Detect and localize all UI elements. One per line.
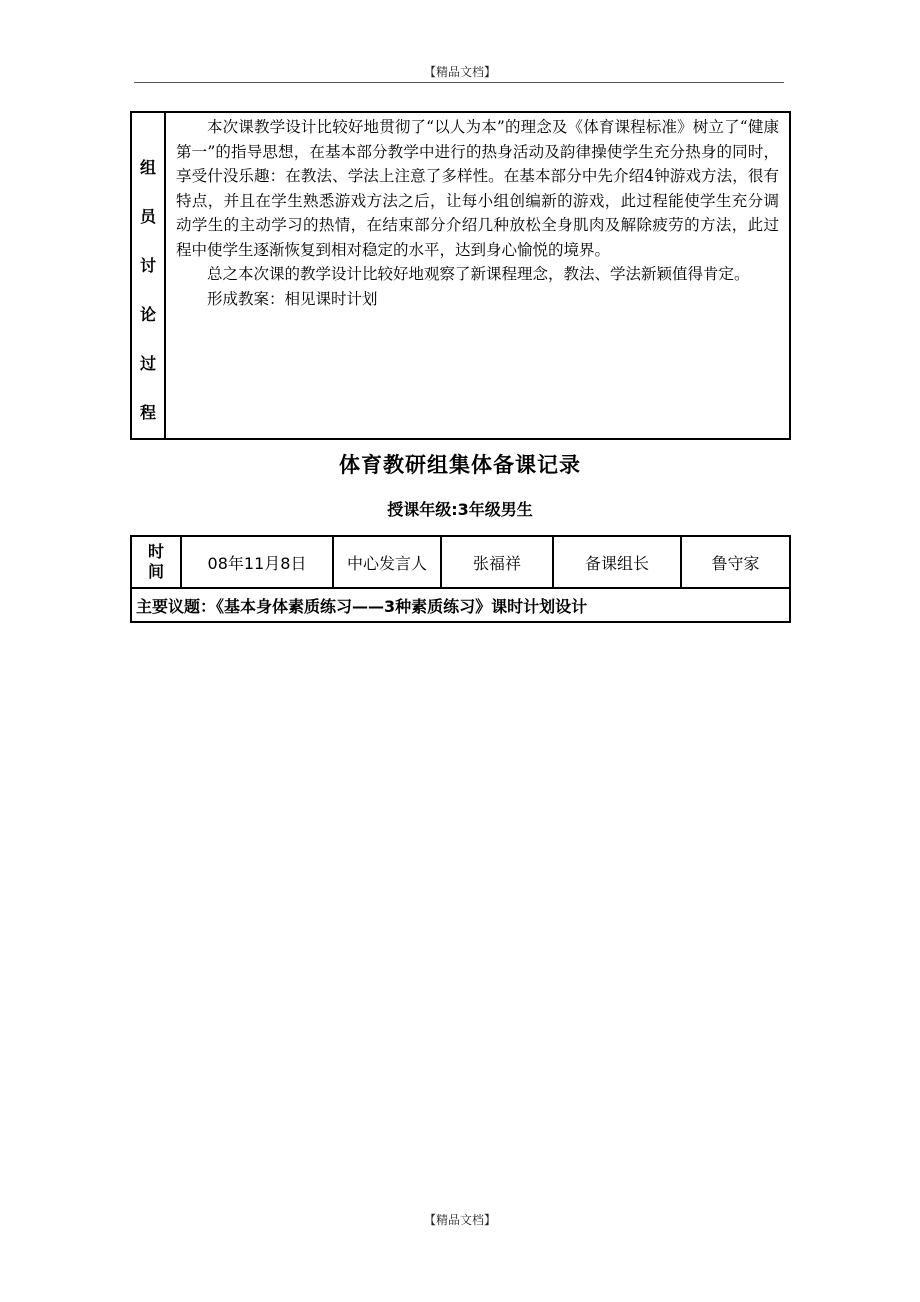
time-label-char: 间 [147,562,164,581]
leader-cell: 鲁守家 [681,536,790,588]
speaker-cell: 张福祥 [441,536,553,588]
side-label-char: 员 [139,207,156,226]
speaker-label-cell: 中心发言人 [333,536,441,588]
discussion-table [130,111,791,440]
record-table [130,535,791,623]
time-label-char: 时 [147,542,164,561]
topic-cell: 主要议题：《基本身体素质练习——3种素质练习》课时计划设计 [131,588,790,622]
side-label-char: 过 [139,354,156,373]
discussion-paragraph: 形成教案：相见课时计划 [207,289,378,308]
side-label-char: 论 [139,305,156,324]
side-label-char: 讨 [139,256,156,275]
record-info-row [131,536,790,588]
discussion-paragraph: 本次课教学设计比较好地贯彻了“以人为本”的理念及《体育课程标准》树立了“健康第一”的指导思想，在基本部分教学中进行的热身活动及韵律操使学生充分热身的同时，享受什没乐趣：在教法、学法上注意了多样性。在基本部分中先介绍4钟游戏方法，很有特点，并且在学生熟悉游戏方法之后，让每小组创编新的游戏，此过程能使学生充分调动学生的主动学习的热情，在结束部分介绍几种放松全身肌肉及解除疲劳的方法，此过程中使学生逐渐恢复到相对稳定的水平，达到身心愉悦的境界。 [176,118,779,259]
side-label-char: 组 [139,158,156,177]
time-label-cell [131,536,181,588]
discussion-paragraph: 总之本次课的教学设计比较好地观察了新课程理念，教法、学法新颖值得肯定。 [207,265,750,283]
grade-line: 授课年级:3年级男生 [387,500,533,519]
page-footer: 【精品文档】 [423,1213,496,1227]
date-cell: 08年11月8日 [181,536,333,588]
header-divider [134,82,784,83]
side-label-char: 程 [139,403,156,422]
discussion-content [165,112,790,439]
discussion-side-label [131,112,165,439]
page-header: 【精品文档】 [423,65,496,79]
leader-label-cell: 备课组长 [553,536,681,588]
record-title: 体育教研组集体备课记录 [339,452,581,477]
record-topic-row [131,588,790,622]
